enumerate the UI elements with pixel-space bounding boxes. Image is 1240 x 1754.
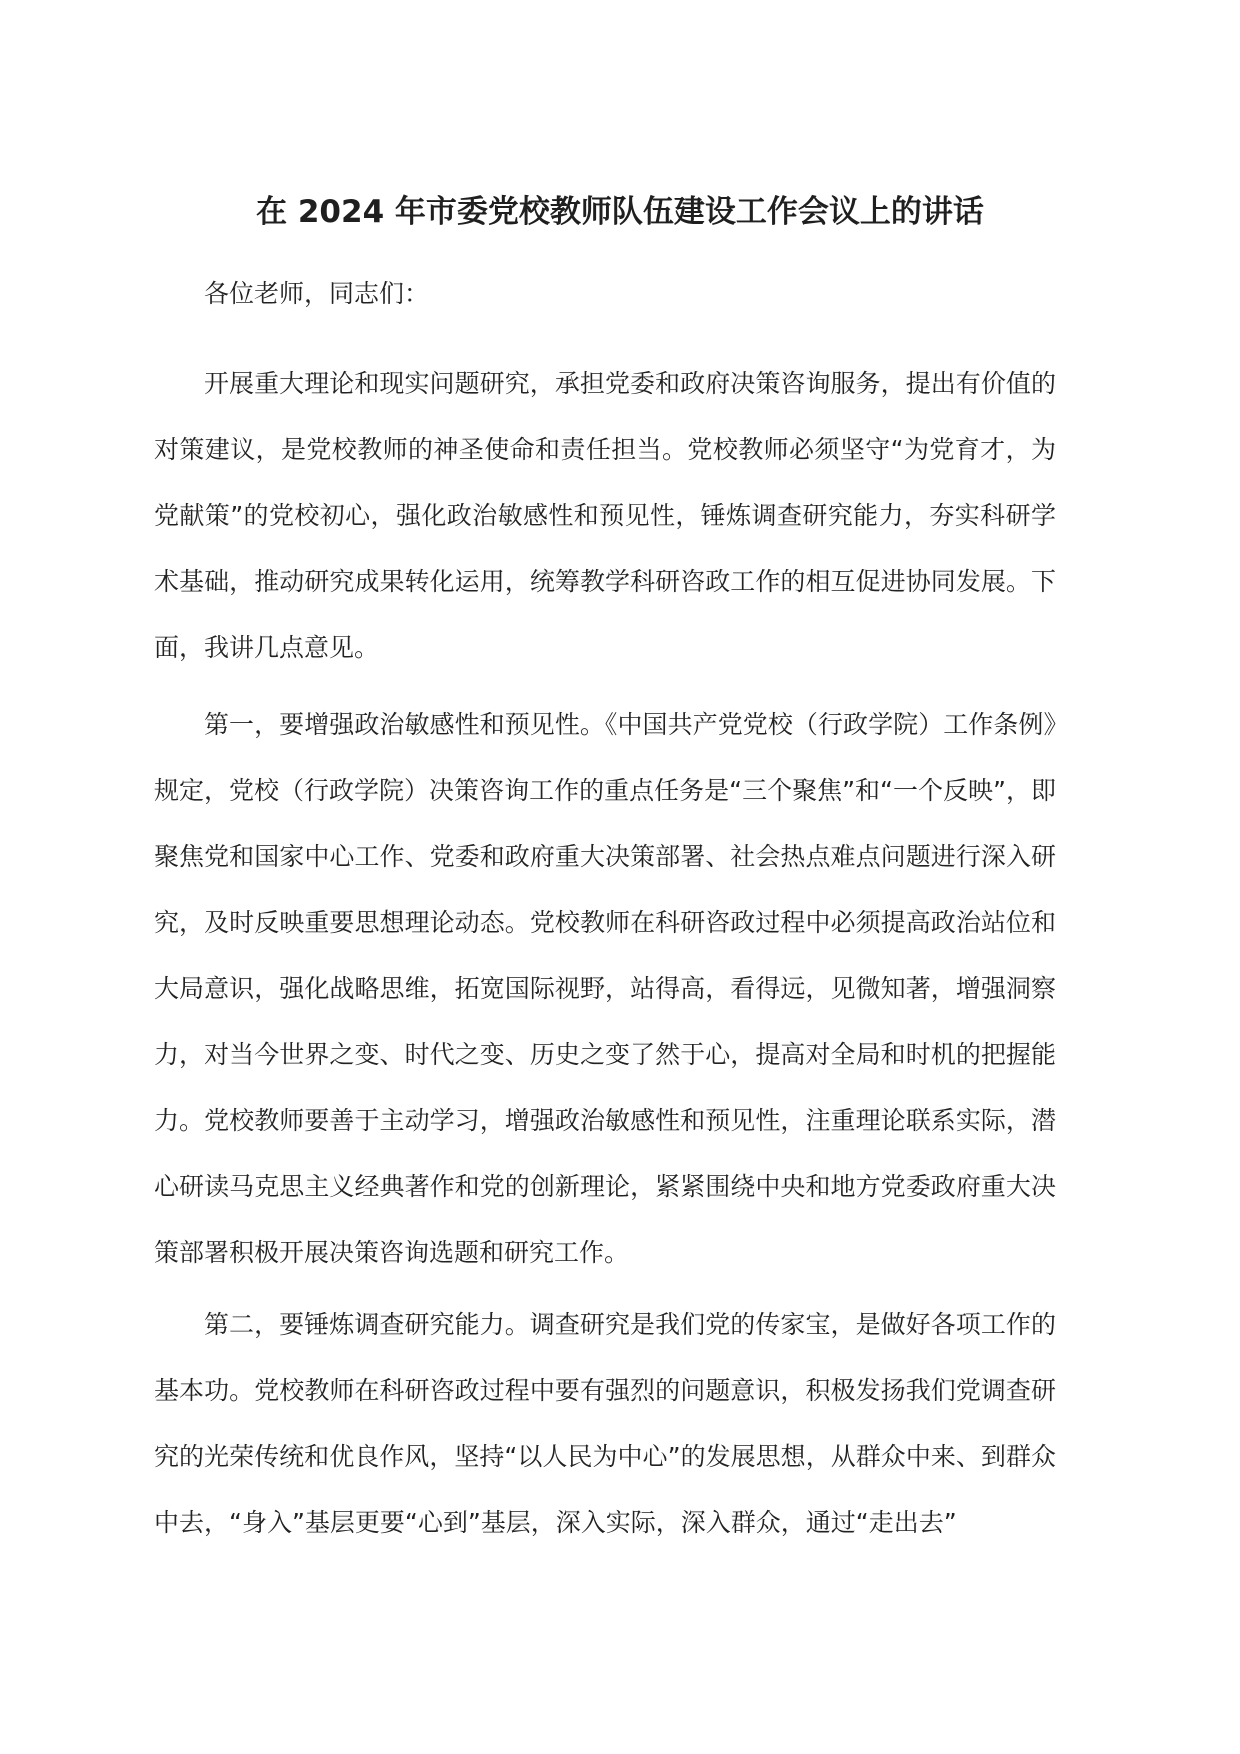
salutation: 各位老师，同志们：: [204, 279, 430, 308]
document-title: 在 2024 年市委党校教师队伍建设工作会议上的讲话: [256, 194, 984, 230]
paragraph-first-point: 第一，要增强政治敏感性和预见性。《中国共产党党校（行政学院）工作条例》规定，党校（行政学院）决策咨询工作的重点任务是“三个聚焦”和“一个反映”，即聚焦党和国家中心工作、党委和政府重大决策部署、社会热点难点问题进行深入研究，及时反映重要思想理论动态。党校教师在科研咨政过程中必须提高政治站位和大局意识，强化战略思维，拓宽国际视野，站得高，看得远，见微知著，增强洞察力，对当今世界之变、时代之变、历史之变了然于心，提高对全局和时机的把握能力。党校教师要善于主动学习，增强政治敏感性和预见性，注重理论联系实际，潜心研读马克思主义经典著作和党的创新理论，紧紧围绕中央和地方党委政府重大决策部署积极开展决策咨询选题和研究工作。: [154, 710, 1056, 1267]
paragraph-intro: 开展重大理论和现实问题研究，承担党委和政府决策咨询服务，提出有价值的对策建议，是党校教师的神圣使命和责任担当。党校教师必须坚守“为党育才，为党献策”的党校初心，强化政治敏感性和预见性，锤炼调查研究能力，夯实科研学术基础，推动研究成果转化运用，统筹教学科研咨政工作的相互促进协同发展。下面，我讲几点意见。: [154, 369, 1056, 662]
paragraph-second-point: 第二，要锤炼调查研究能力。调查研究是我们党的传家宝，是做好各项工作的基本功。党校教师在科研咨政过程中要有强烈的问题意识，积极发扬我们党调查研究的光荣传统和优良作风，坚持“以人民为中心”的发展思想，从群众中来、到群众中去，“身入”基层更要“心到”基层，深入实际，深入群众，通过“走出去”: [154, 1310, 1056, 1537]
